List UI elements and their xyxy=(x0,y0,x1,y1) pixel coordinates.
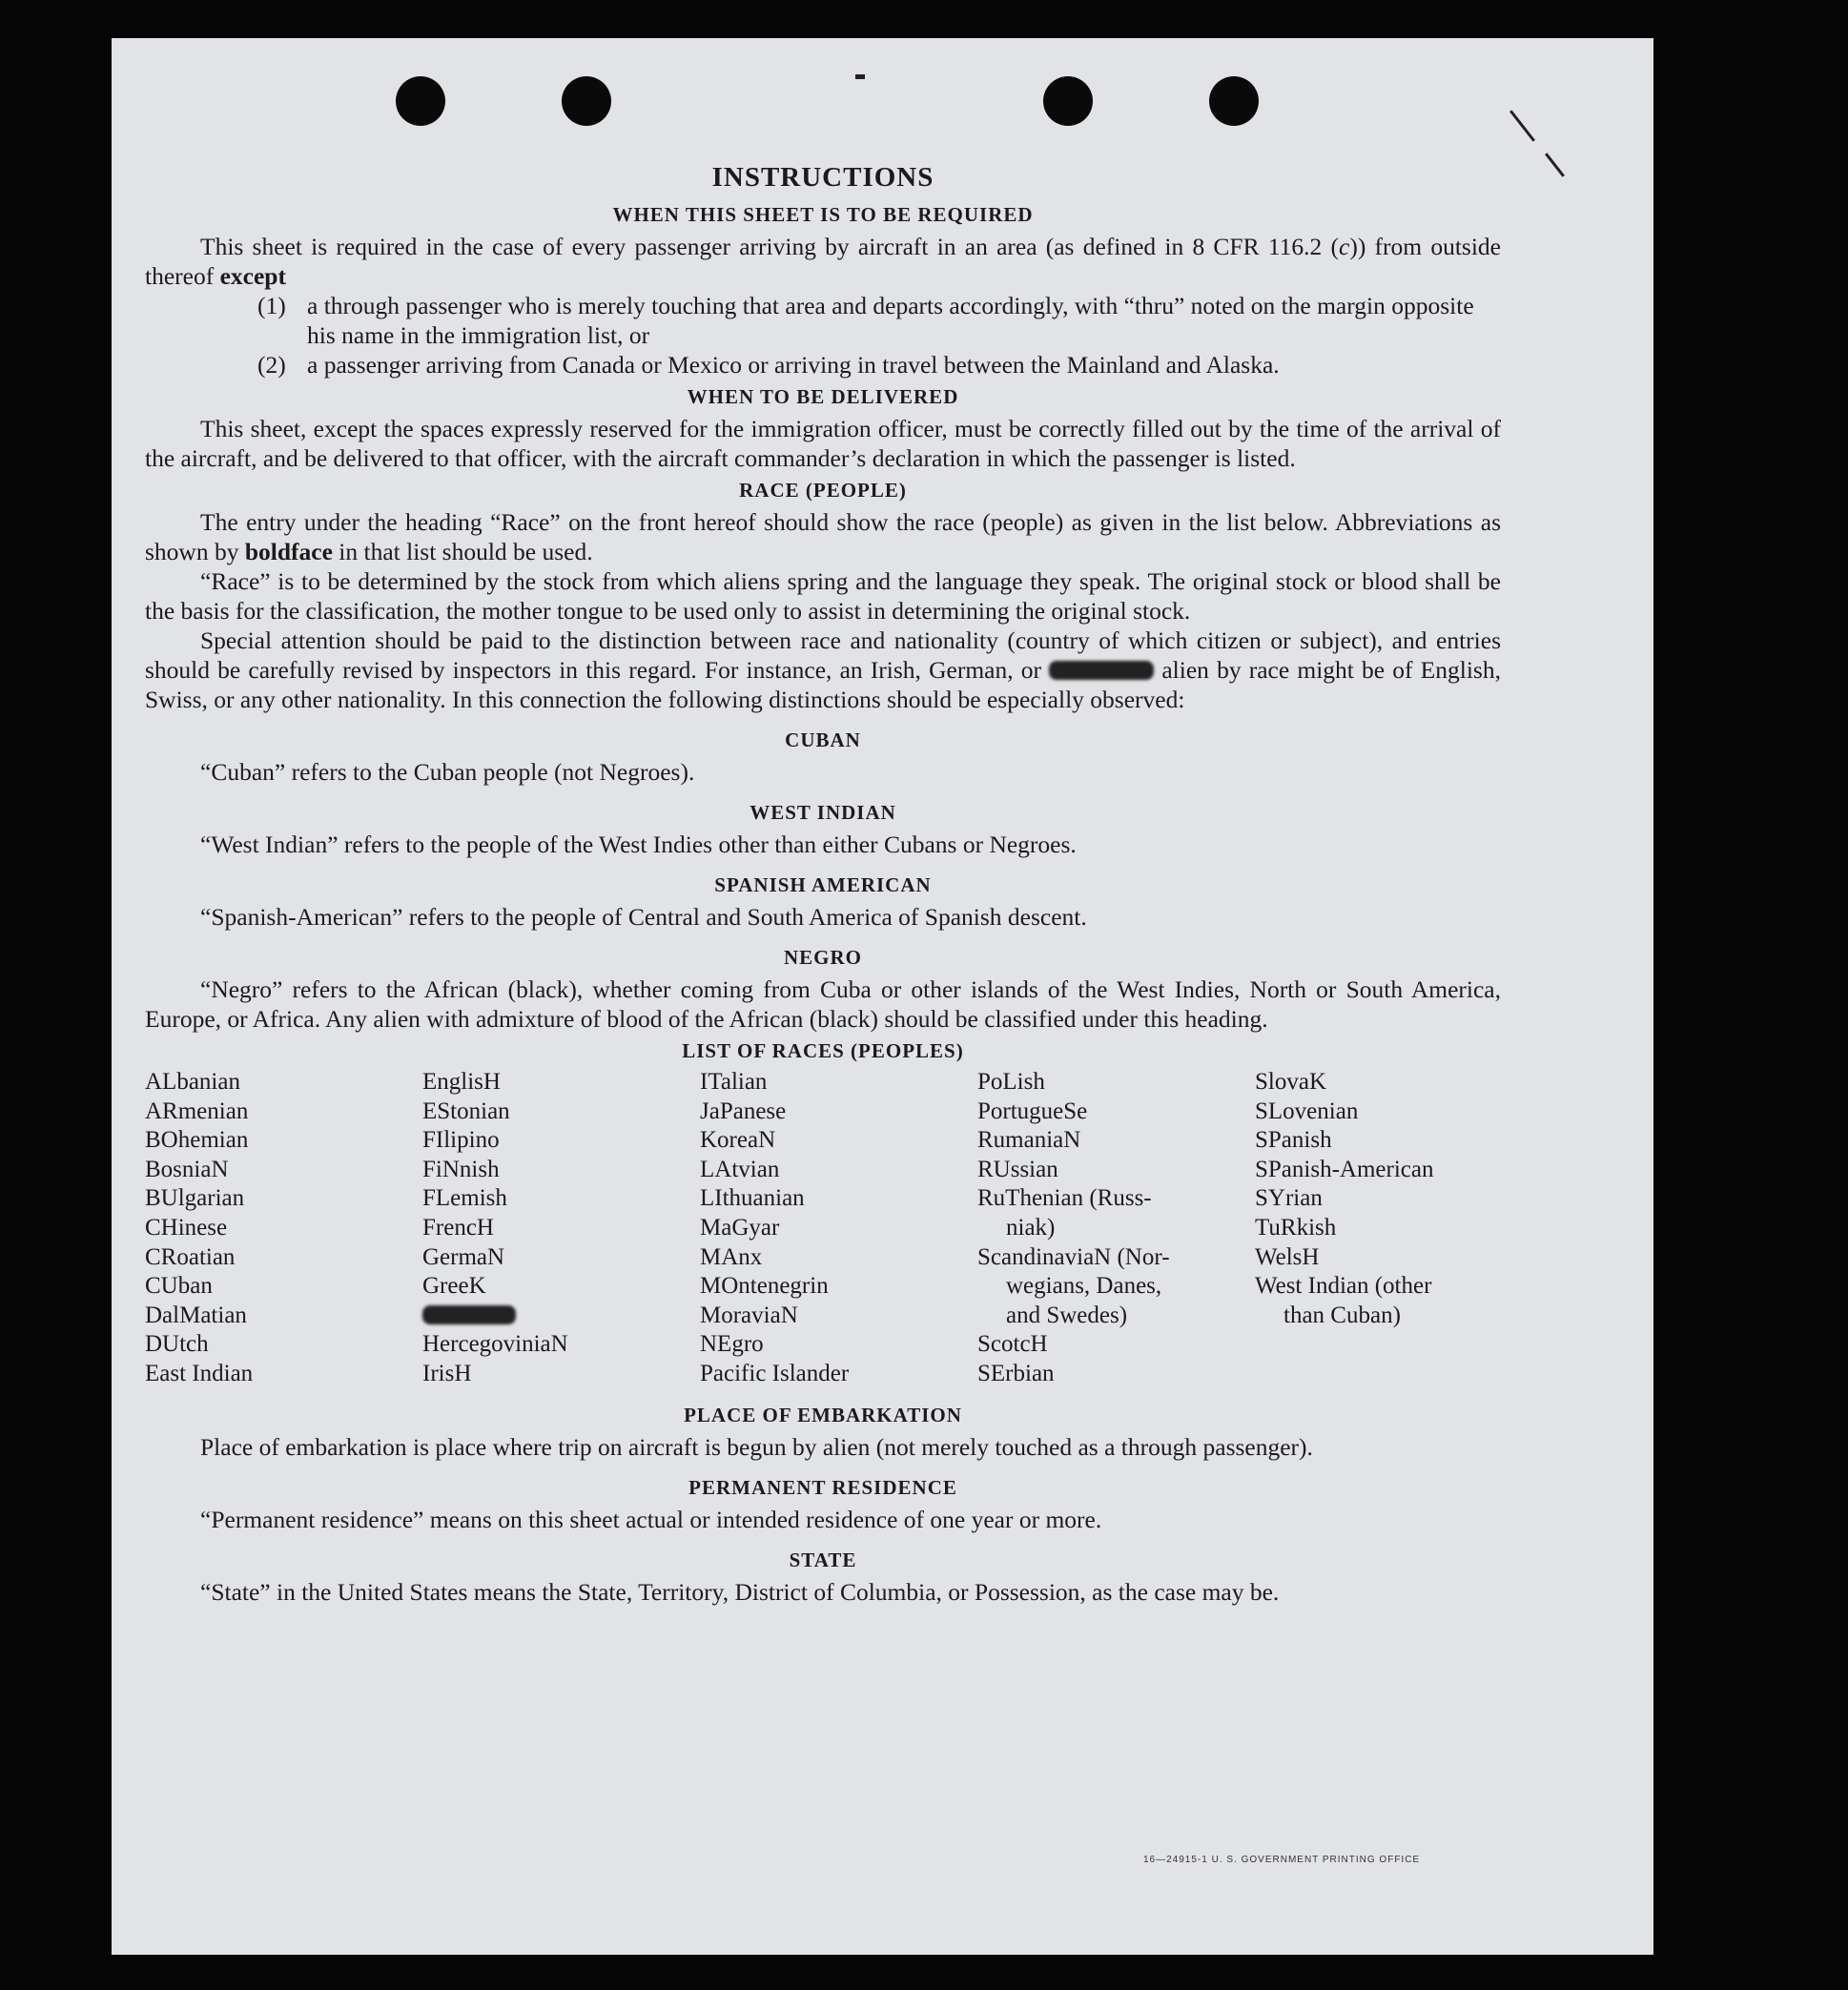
page-title: INSTRUCTIONS xyxy=(711,162,934,193)
race-paragraph: The entry under the heading “Race” on the front hereof should show the race (people) as given in the list below. Abbreviations as shown by boldface in that list should be used. xyxy=(145,508,1501,565)
race-item: BosniaN xyxy=(145,1156,229,1182)
race-item: CUban xyxy=(145,1273,213,1300)
race-column xyxy=(145,1068,422,1389)
state-text: “State” in the United States means the State, Territory, District of Columbia, or Possession, as the case may be. xyxy=(200,1577,1280,1606)
race-item: EnglisH xyxy=(422,1069,501,1095)
exception-item: (1) a through passenger who is merely touching that area and departs accordingly, with “thru” noted on the margin opposite his name in the immigration list, or xyxy=(257,292,1474,349)
race-item: FLemish xyxy=(422,1185,507,1212)
race-item: SlovaK xyxy=(1255,1069,1326,1095)
scan-mark xyxy=(855,74,865,79)
section-heading: RACE (PEOPLE) xyxy=(739,479,907,502)
scan-mark xyxy=(1545,153,1565,176)
race-item: PortugueSe xyxy=(977,1098,1088,1124)
race-item: West Indian (other xyxy=(1255,1273,1432,1300)
race-column xyxy=(977,1068,1255,1389)
section-heading: NEGRO xyxy=(783,946,862,969)
race-item: KoreaN xyxy=(700,1127,776,1154)
race-column xyxy=(700,1068,977,1389)
race-item: IrisH xyxy=(422,1360,472,1386)
race-column xyxy=(422,1068,700,1389)
race-item: FrencH xyxy=(422,1214,494,1241)
negro-text: “Negro” refers to the African (black), whether coming from Cuba or other islands of the West Indies, North or South America, Europe, or Africa. Any alien with admixture of blood of the African (black) should be classified under this heading. xyxy=(145,975,1501,1033)
section-heading: LIST OF RACES (PEOPLES) xyxy=(682,1039,964,1062)
race-item: LIthuanian xyxy=(700,1185,805,1212)
race-item: Pacific Islander xyxy=(700,1360,850,1386)
race-item: CRoatian xyxy=(145,1243,236,1270)
race-item: WelsH xyxy=(1255,1243,1320,1270)
race-item: DalMatian xyxy=(145,1302,247,1328)
document-sheet xyxy=(112,38,1653,1955)
race-item: SPanish xyxy=(1255,1127,1332,1154)
punch-hole xyxy=(1043,76,1093,126)
race-item: BOhemian xyxy=(145,1127,249,1154)
race-item: wegians, Danes, xyxy=(1006,1273,1162,1300)
required-intro: This sheet is required in the case of every passenger arriving by aircraft in an area (as defined in 8 CFR 116.2 (c)) from outside thereof except xyxy=(145,233,1501,290)
race-item: RUssian xyxy=(977,1156,1058,1182)
race-item: ScotcH xyxy=(977,1331,1048,1358)
race-item: PoLish xyxy=(977,1069,1045,1095)
section-heading: SPANISH AMERICAN xyxy=(714,873,932,896)
exception-item: (2) a passenger arriving from Canada or Mexico or arriving in travel between the Mainland and Alaska. xyxy=(257,351,1280,379)
race-item: MOntenegrin xyxy=(700,1273,829,1300)
race-item: SErbian xyxy=(977,1360,1055,1386)
section-heading: CUBAN xyxy=(785,728,861,751)
race-item: than Cuban) xyxy=(1283,1302,1401,1328)
west-indian-text: “West Indian” refers to the people of the West Indies other than either Cubans or Negroes. xyxy=(200,831,1077,858)
section-heading: WHEN TO BE DELIVERED xyxy=(687,385,959,408)
race-item: niak) xyxy=(1006,1214,1056,1241)
scan-mark xyxy=(1509,110,1535,141)
section-heading: PLACE OF EMBARKATION xyxy=(684,1403,962,1426)
punch-hole xyxy=(562,76,611,126)
race-item: LAtvian xyxy=(700,1156,780,1182)
section-heading: PERMANENT RESIDENCE xyxy=(688,1475,957,1499)
print-code: 16—24915-1 U. S. GOVERNMENT PRINTING OFFICE xyxy=(1143,1855,1421,1865)
race-item: HercegoviniaN xyxy=(422,1331,568,1358)
race-item: SYrian xyxy=(1255,1185,1323,1212)
race-item: EStonian xyxy=(422,1098,510,1124)
race-column xyxy=(1255,1068,1532,1389)
race-item: FIlipino xyxy=(422,1127,500,1154)
residence-text: “Permanent residence” means on this sheet actual or intended residence of one year or more. xyxy=(200,1505,1102,1533)
punch-hole xyxy=(396,76,445,126)
race-item: TuRkish xyxy=(1255,1214,1337,1241)
race-item: ITalian xyxy=(700,1069,768,1095)
race-item: and Swedes) xyxy=(1006,1302,1128,1328)
race-paragraph: Special attention should be paid to the distinction between race and nationality (country of which citizen or subject), and entries should be carefully revised by inspectors in this regard. For instance, an Irish, German, or alien by race might be of English, Swiss, or any other nationality. In this connection the following distinctions should be especially observed: xyxy=(145,626,1501,713)
race-item: East Indian xyxy=(145,1360,254,1386)
race-item: MAnx xyxy=(700,1243,763,1270)
section-heading: WHEN THIS SHEET IS TO BE REQUIRED xyxy=(612,203,1034,226)
race-paragraph: “Race” is to be determined by the stock from which aliens spring and the language they speak. The original stock or blood shall be the basis for the classification, the mother tongue to be used only to assist in determining the original stock. xyxy=(145,567,1501,625)
race-item: DUtch xyxy=(145,1331,209,1358)
delivered-text: This sheet, except the spaces expressly reserved for the immigration officer, must be correctly filled out by the time of the arrival of the aircraft, and be delivered to that officer, with the aircraft commander’s declaration in which the passenger is listed. xyxy=(145,415,1501,472)
section-heading: STATE xyxy=(789,1548,857,1571)
redacted-word xyxy=(1049,661,1154,680)
embarkation-text: Place of embarkation is place where trip on aircraft is begun by alien (not merely touched as a through passenger). xyxy=(200,1432,1313,1461)
punch-hole xyxy=(1209,76,1259,126)
instructions-content xyxy=(145,160,1501,1607)
race-item: ARmenian xyxy=(145,1098,249,1124)
race-item: CHinese xyxy=(145,1214,228,1241)
race-item: GermaN xyxy=(422,1243,505,1270)
race-item: RumaniaN xyxy=(977,1127,1081,1154)
race-item: MoraviaN xyxy=(700,1302,798,1328)
race-item: GreeK xyxy=(422,1273,486,1300)
race-item: SPanish-American xyxy=(1255,1156,1434,1182)
race-item: FiNnish xyxy=(422,1156,500,1182)
race-item: RuThenian (Russ- xyxy=(977,1185,1152,1212)
race-item: JaPanese xyxy=(700,1098,787,1124)
race-item: ALbanian xyxy=(145,1069,240,1095)
race-item: SLovenian xyxy=(1255,1098,1359,1124)
race-item-redacted xyxy=(422,1302,700,1331)
race-list xyxy=(145,1068,1501,1389)
spanish-american-text: “Spanish-American” refers to the people of Central and South America of Spanish descent. xyxy=(200,903,1087,931)
cuban-text: “Cuban” refers to the Cuban people (not Negroes). xyxy=(200,758,695,786)
race-item: BUlgarian xyxy=(145,1185,245,1212)
race-item: MaGyar xyxy=(700,1214,780,1241)
race-item: NEgro xyxy=(700,1331,764,1358)
race-item: ScandinaviaN (Nor- xyxy=(977,1243,1170,1270)
section-heading: WEST INDIAN xyxy=(749,801,896,824)
